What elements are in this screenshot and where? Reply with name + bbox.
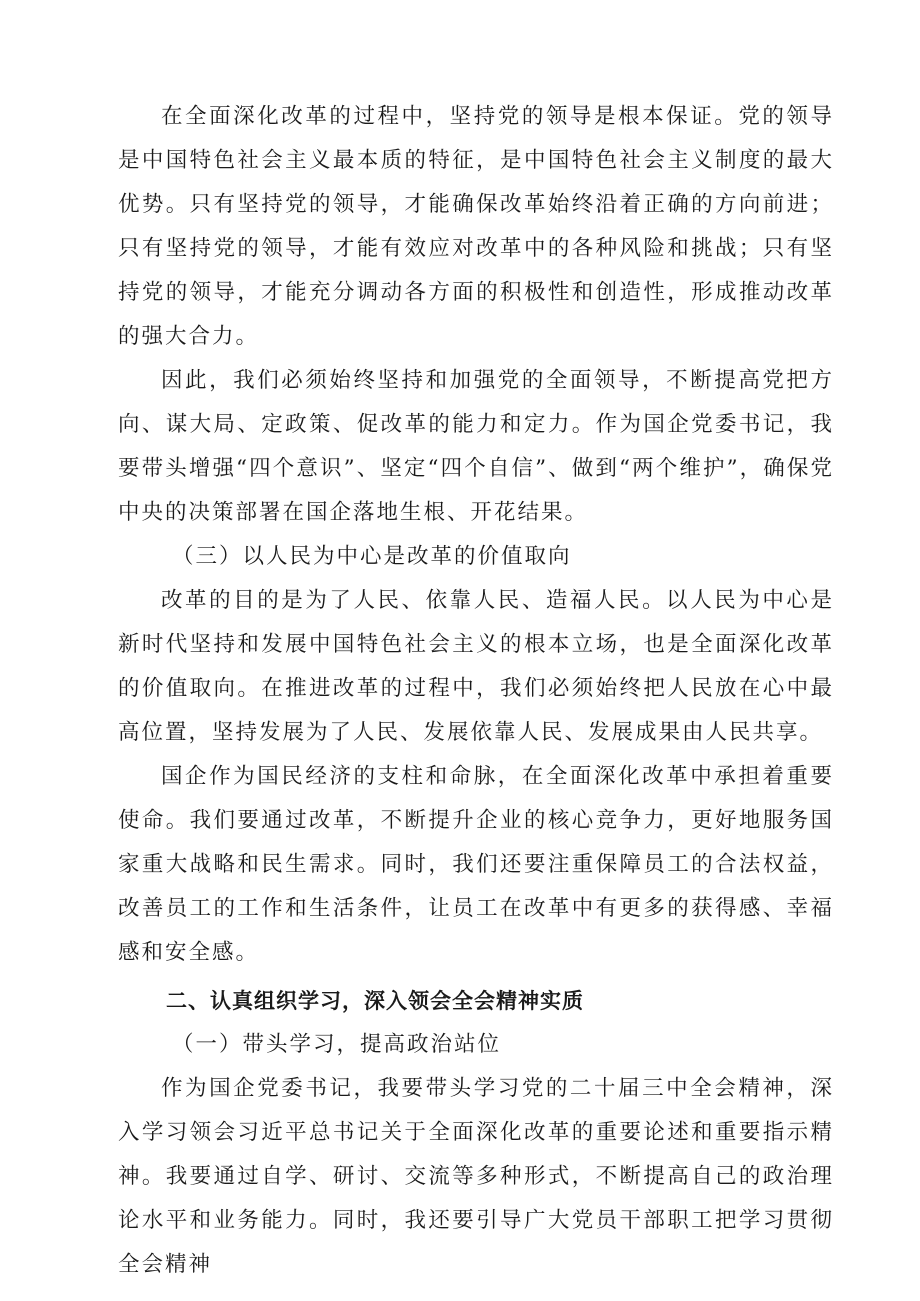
paragraph-party-leadership: 在全面深化改革的过程中，坚持党的领导是根本保证。党的领导是中国特色社会主义最本质的特征，是中国特色社会主义制度的最大优势。只有坚持党的领导，才能确保改革始终沿着正确的方向前进；只有坚持党的领导，才能有效应对改革中的各种风险和挑战；只有坚持党的领导，才能充分调动各方面的积极性和创造性，形成推动改革的强大合力。 [118,104,834,349]
section-heading-study: 二、认真组织学习，深入领会全会精神实质 [166,989,584,1013]
paragraph-strengthen-leadership: 因此，我们必须始终坚持和加强党的全面领导，不断提高党把方向、谋大局、定政策、促改革的能力和定力。作为国企党委书记，我要带头增强“四个意识”、坚定“四个自信”、做到“两个维护”，确保党中央的决策部署在国企落地生根、开花结果。 [118,368,834,525]
paragraph-reform-purpose: 改革的目的是为了人民、依靠人民、造福人民。以人民为中心是新时代坚持和发展中国特色社会主义的根本立场，也是全面深化改革的价值取向。在推进改革的过程中，我们必须始终把人民放在心中最高位置，坚持发展为了人民、发展依靠人民、发展成果由人民共享。 [118,588,834,745]
subheading-people-centered: （三）以人民为中心是改革的价值取向 [172,544,572,569]
paragraph-soe-mission: 国企作为国民经济的支柱和命脉，在全面深化改革中承担着重要使命。我们要通过改革，不断提升企业的核心竞争力，更好地服务国家重大战略和民生需求。同时，我们还要注重保障员工的合法权益，改善员工的工作和生活条件，让员工在改革中有更多的获得感、幸福感和安全感。 [118,764,834,965]
subheading-lead-study: （一）带头学习，提高政治站位 [172,1032,502,1057]
paragraph-secretary-study: 作为国企党委书记，我要带头学习党的二十届三中全会精神，深入学习领会习近平总书记关于全面深化改革的重要论述和重要指示精神。我要通过自学、研讨、交流等多种形式，不断提高自己的政治理论水平和业务能力。同时，我还要引导广大党员干部职工把学习贯彻全会精神 [118,1076,834,1277]
document-page [118,95,834,1287]
